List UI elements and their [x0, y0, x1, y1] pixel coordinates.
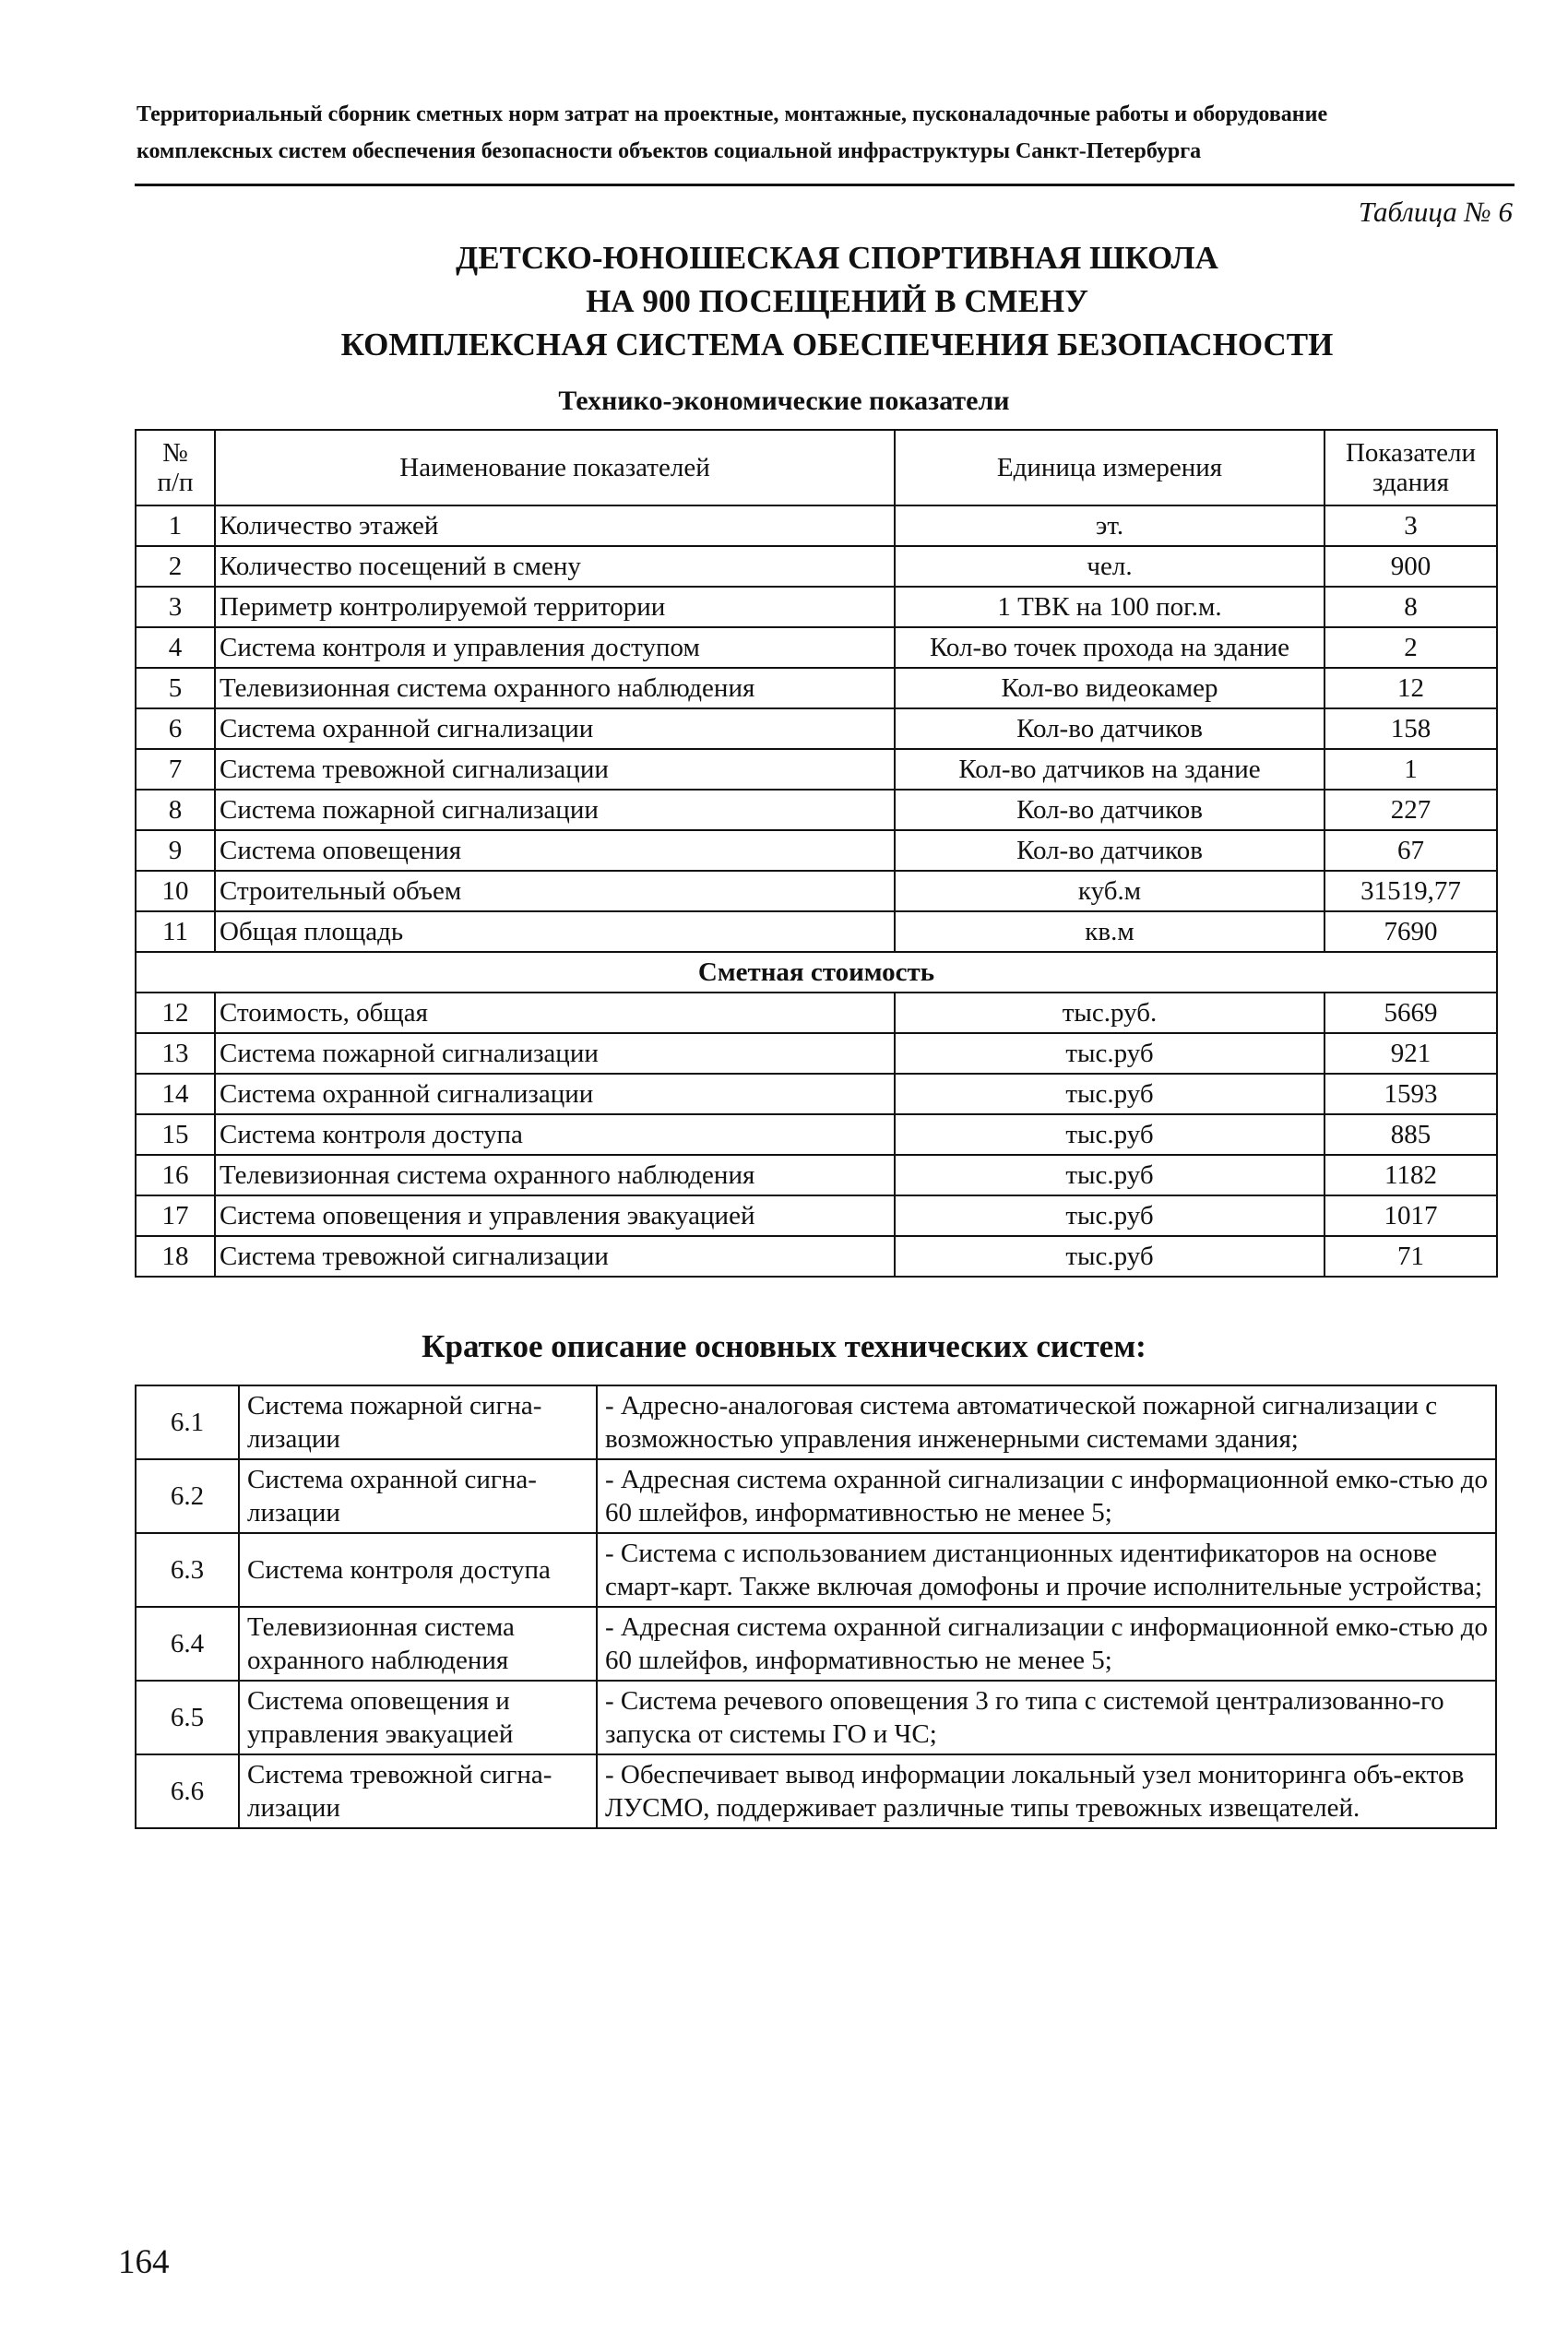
table-row	[136, 911, 1497, 952]
table-number: Таблица № 6	[1358, 196, 1513, 228]
indicator-unit: Кол-во точек прохода на здание	[895, 627, 1324, 668]
indicator-value: 12	[1324, 668, 1497, 708]
system-number: 6.3	[136, 1533, 239, 1607]
row-number: 10	[136, 871, 215, 911]
system-name: Система пожарной сигна-лизации	[239, 1385, 597, 1459]
indicator-unit: 1 ТВК на 100 пог.м.	[895, 587, 1324, 627]
indicator-unit: Кол-во видеокамер	[895, 668, 1324, 708]
system-name: Система оповещения и управления эвакуацией	[239, 1681, 597, 1754]
indicator-unit: куб.м	[895, 871, 1324, 911]
indicators-header-row	[136, 430, 1497, 505]
indicator-unit: эт.	[895, 505, 1324, 546]
table-row	[136, 627, 1497, 668]
systems-table	[135, 1385, 1497, 1829]
indicator-unit: кв.м	[895, 911, 1324, 952]
row-number: 1	[136, 505, 215, 546]
system-number: 6.4	[136, 1607, 239, 1681]
system-row	[136, 1681, 1496, 1754]
system-number: 6.5	[136, 1681, 239, 1754]
row-number: 16	[136, 1155, 215, 1195]
cost-value: 921	[1324, 1033, 1497, 1074]
cost-unit: тыс.руб	[895, 1155, 1324, 1195]
row-number: 18	[136, 1236, 215, 1277]
indicator-value: 227	[1324, 790, 1497, 830]
row-number: 15	[136, 1114, 215, 1155]
indicator-value: 7690	[1324, 911, 1497, 952]
table-row	[136, 505, 1497, 546]
cost-item-name: Телевизионная система охранного наблюдения	[215, 1155, 895, 1195]
indicator-name: Количество посещений в смену	[215, 546, 895, 587]
indicator-value: 31519,77	[1324, 871, 1497, 911]
system-description: - Адресная система охранной сигнализации с информационной емко-стью до 60 шлейфов, информативностью не менее 5;	[597, 1459, 1496, 1533]
system-number: 6.1	[136, 1385, 239, 1459]
table-row	[136, 587, 1497, 627]
system-row	[136, 1607, 1496, 1681]
row-number: 11	[136, 911, 215, 952]
row-number: 14	[136, 1074, 215, 1114]
table-row	[136, 668, 1497, 708]
system-number: 6.6	[136, 1754, 239, 1828]
indicator-name: Периметр контролируемой территории	[215, 587, 895, 627]
cost-value: 1593	[1324, 1074, 1497, 1114]
system-name: Телевизионная система охранного наблюдения	[239, 1607, 597, 1681]
row-number: 12	[136, 993, 215, 1033]
document-title	[314, 236, 1360, 366]
cost-item-name: Система оповещения и управления эвакуацией	[215, 1195, 895, 1236]
indicators-table	[135, 429, 1498, 1278]
system-name: Система охранной сигна-лизации	[239, 1459, 597, 1533]
header-unit: Единица измерения	[895, 430, 1324, 505]
table-row	[136, 871, 1497, 911]
systems-caption: Краткое описание основных технических систем:	[422, 1328, 1146, 1364]
header-divider	[135, 184, 1515, 186]
system-description: - Адресная система охранной сигнализации с информационной емко-стью до 60 шлейфов, информативностью не менее 5;	[597, 1607, 1496, 1681]
title-line-3: КОМПЛЕКСНАЯ СИСТЕМА ОБЕСПЕЧЕНИЯ БЕЗОПАСНОСТИ	[340, 327, 1334, 363]
indicators-caption: Технико-экономические показатели	[558, 386, 1010, 416]
indicator-name: Общая площадь	[215, 911, 895, 952]
system-row	[136, 1459, 1496, 1533]
indicator-name: Система пожарной сигнализации	[215, 790, 895, 830]
cost-item-name: Система пожарной сигнализации	[215, 1033, 895, 1074]
system-description: - Обеспечивает вывод информации локальный узел мониторинга объ-ектов ЛУСМО, поддерживает различные типы тревожных извещателей.	[597, 1754, 1496, 1828]
indicator-name: Система контроля и управления доступом	[215, 627, 895, 668]
system-row	[136, 1385, 1496, 1459]
indicator-value: 67	[1324, 830, 1497, 871]
table-row	[136, 830, 1497, 871]
indicator-value: 900	[1324, 546, 1497, 587]
title-line-2: НА 900 ПОСЕЩЕНИЙ В СМЕНУ	[586, 283, 1088, 319]
running-header-line-1: Территориальный сборник сметных норм затрат на проектные, монтажные, пусконаладочные работы и оборудование	[137, 102, 1328, 126]
page-number: 164	[118, 2243, 170, 2281]
system-description: - Адресно-аналоговая система автоматической пожарной сигнализации с возможностью управления инженерными системами здания;	[597, 1385, 1496, 1459]
header-value-line-1: Показатели	[1345, 438, 1477, 468]
system-name: Система контроля доступа	[239, 1533, 597, 1607]
indicator-name: Строительный объем	[215, 871, 895, 911]
cost-value: 71	[1324, 1236, 1497, 1277]
row-number: 17	[136, 1195, 215, 1236]
table-row	[136, 749, 1497, 790]
cost-value: 1017	[1324, 1195, 1497, 1236]
cost-section-heading: Сметная стоимость	[136, 952, 1497, 993]
indicator-unit: Кол-во датчиков	[895, 830, 1324, 871]
indicator-value: 1	[1324, 749, 1497, 790]
table-row	[136, 1195, 1497, 1236]
cost-item-name: Система тревожной сигнализации	[215, 1236, 895, 1277]
table-row	[136, 1033, 1497, 1074]
header-num	[136, 430, 215, 505]
cost-value: 885	[1324, 1114, 1497, 1155]
row-number: 5	[136, 668, 215, 708]
indicator-unit: Кол-во датчиков	[895, 708, 1324, 749]
table-row	[136, 1074, 1497, 1114]
cost-unit: тыс.руб	[895, 1033, 1324, 1074]
header-value-line-2: здания	[1372, 468, 1449, 497]
indicator-value: 3	[1324, 505, 1497, 546]
table-row	[136, 1155, 1497, 1195]
indicator-value: 8	[1324, 587, 1497, 627]
title-line-1: ДЕТСКО-ЮНОШЕСКАЯ СПОРТИВНАЯ ШКОЛА	[456, 240, 1218, 276]
row-number: 9	[136, 830, 215, 871]
cost-unit: тыс.руб	[895, 1236, 1324, 1277]
table-row	[136, 708, 1497, 749]
running-header-line-2: комплексных систем обеспечения безопасности объектов социальной инфраструктуры Санкт-Петербурга	[137, 139, 1202, 163]
table-row	[136, 993, 1497, 1033]
indicator-unit: Кол-во датчиков	[895, 790, 1324, 830]
indicator-value: 158	[1324, 708, 1497, 749]
cost-item-name: Система контроля доступа	[215, 1114, 895, 1155]
running-header	[137, 96, 1428, 170]
cost-item-name: Стоимость, общая	[215, 993, 895, 1033]
row-number: 8	[136, 790, 215, 830]
indicator-unit: чел.	[895, 546, 1324, 587]
header-num-line-2: п/п	[157, 468, 194, 497]
header-value	[1324, 430, 1497, 505]
cost-unit: тыс.руб.	[895, 993, 1324, 1033]
cost-value: 1182	[1324, 1155, 1497, 1195]
row-number: 6	[136, 708, 215, 749]
indicator-name: Система оповещения	[215, 830, 895, 871]
cost-item-name: Система охранной сигнализации	[215, 1074, 895, 1114]
system-name: Система тревожной сигна-лизации	[239, 1754, 597, 1828]
cost-value: 5669	[1324, 993, 1497, 1033]
indicator-value: 2	[1324, 627, 1497, 668]
header-name: Наименование показателей	[215, 430, 895, 505]
indicator-name: Система тревожной сигнализации	[215, 749, 895, 790]
table-row	[136, 1236, 1497, 1277]
cost-section-row	[136, 952, 1497, 993]
row-number: 3	[136, 587, 215, 627]
header-num-line-1: №	[162, 438, 188, 468]
indicator-name: Система охранной сигнализации	[215, 708, 895, 749]
cost-unit: тыс.руб	[895, 1074, 1324, 1114]
table-row	[136, 546, 1497, 587]
row-number: 13	[136, 1033, 215, 1074]
system-description: - Система с использованием дистанционных идентификаторов на основе смарт-карт. Также включая домофоны и прочие исполнительные устройства;	[597, 1533, 1496, 1607]
system-description: - Система речевого оповещения 3 го типа с системой централизованно-го запуска от системы ГО и ЧС;	[597, 1681, 1496, 1754]
table-row	[136, 790, 1497, 830]
system-number: 6.2	[136, 1459, 239, 1533]
indicator-name: Телевизионная система охранного наблюдения	[215, 668, 895, 708]
cost-unit: тыс.руб	[895, 1195, 1324, 1236]
row-number: 7	[136, 749, 215, 790]
system-row	[136, 1754, 1496, 1828]
indicator-unit: Кол-во датчиков на здание	[895, 749, 1324, 790]
indicator-name: Количество этажей	[215, 505, 895, 546]
system-row	[136, 1533, 1496, 1607]
row-number: 4	[136, 627, 215, 668]
cost-unit: тыс.руб	[895, 1114, 1324, 1155]
row-number: 2	[136, 546, 215, 587]
table-row	[136, 1114, 1497, 1155]
